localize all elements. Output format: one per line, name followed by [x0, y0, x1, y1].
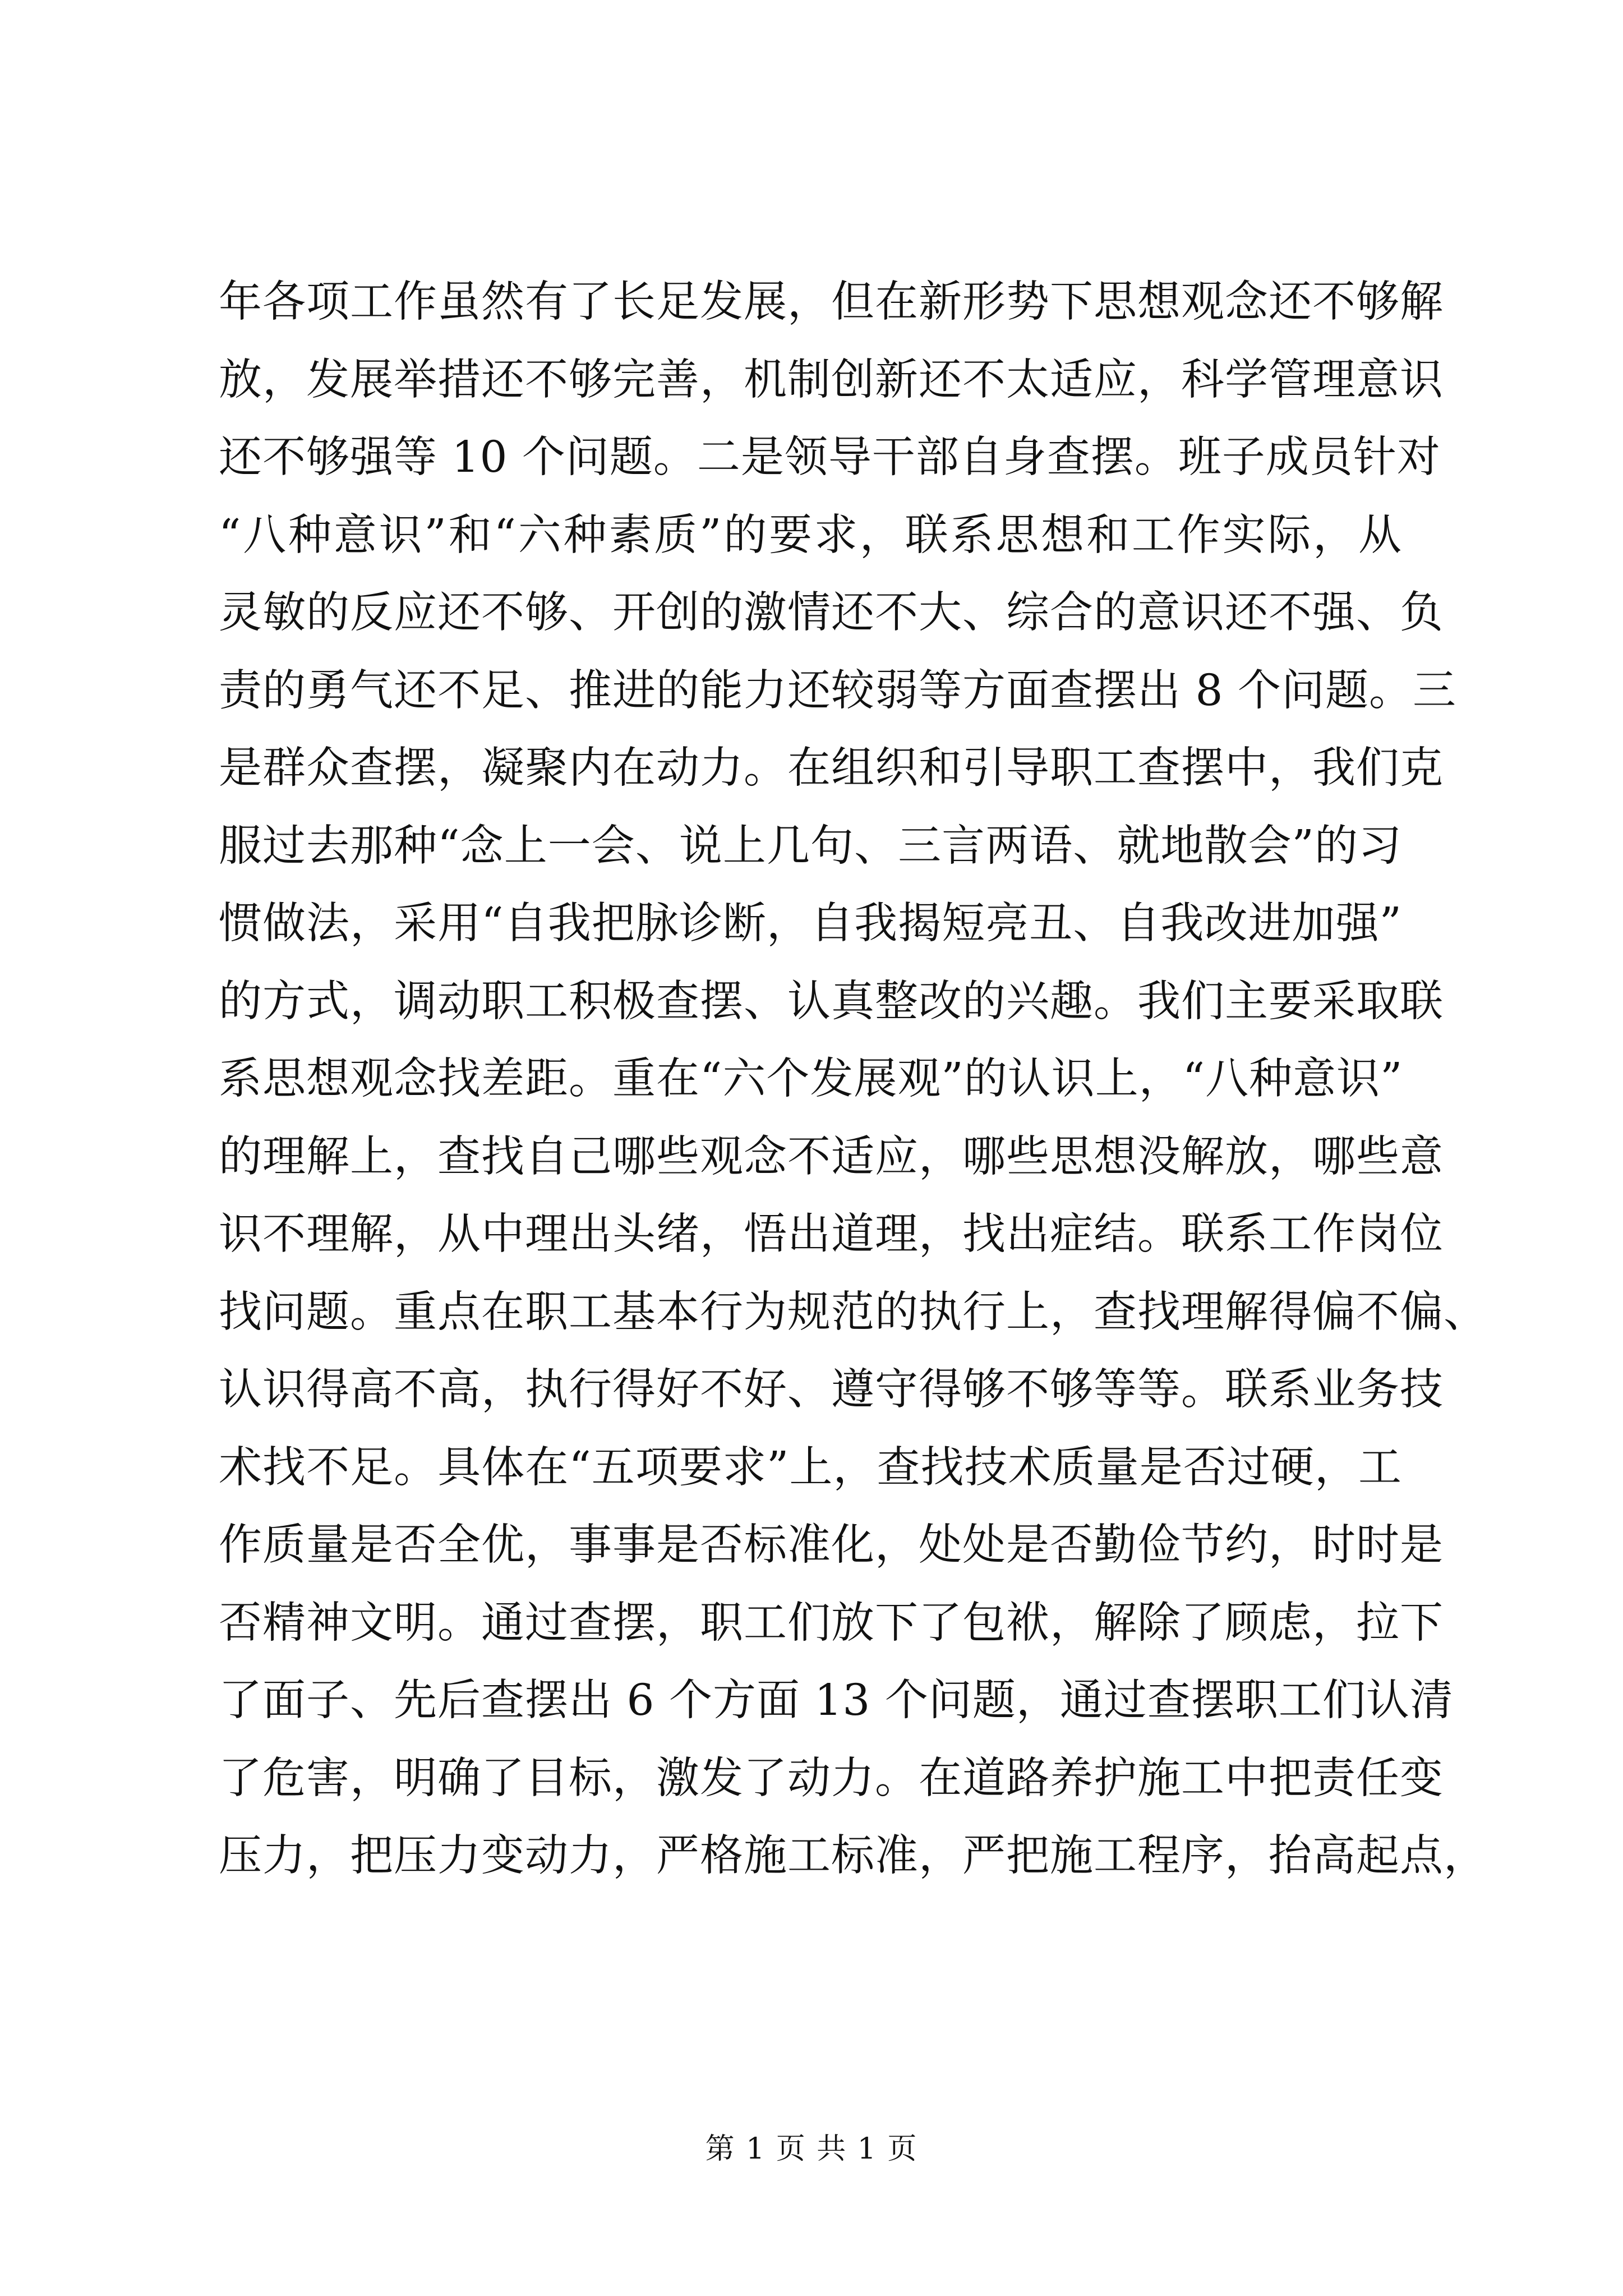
text-line-12: 的理解上，查找自己哪些观念不适应，哪些思想没解放，哪些意	[219, 1131, 1444, 1182]
text-line-7: 是群众查摆，凝聚内在动力。在组织和引导职工查摆中，我们克	[219, 743, 1444, 793]
page-footer	[0, 2125, 1623, 2167]
text-line-1: 年各项工作虽然有了长足发展，但在新形势下思想观念还不够解	[219, 277, 1444, 327]
text-line-4: “八种意识”和“六种素质”的要求，联系思想和工作实际，从	[219, 510, 1402, 560]
text-line-20: 了危害，明确了目标，激发了动力。在道路养护施工中把责任变	[219, 1753, 1444, 1803]
body-text	[219, 264, 1487, 1895]
page-number-label: 第 1 页 共 1 页	[705, 2132, 918, 2166]
text-line-13: 识不理解，从中理出头绪，悟出道理，找出症结。联系工作岗位	[219, 1209, 1444, 1259]
text-line-14: 找问题。重点在职工基本行为规范的执行上，查找理解得偏不偏、	[219, 1287, 1487, 1337]
text-line-8: 服过去那种“念上一会、说上几句、三言两语、就地散会”的习	[219, 821, 1402, 871]
text-line-19: 了面子、先后查摆出 6 个方面 13 个问题，通过查摆职工们认清	[219, 1676, 1454, 1726]
text-line-6: 责的勇气还不足、推进的能力还较弱等方面查摆出 8 个问题。三	[219, 665, 1456, 716]
text-line-9: 惯做法，采用“自我把脉诊断，自我揭短亮丑、自我改进加强”	[219, 899, 1402, 949]
text-line-2: 放，发展举措还不够完善，机制创新还不太适应，科学管理意识	[219, 355, 1444, 405]
text-line-3: 还不够强等 10 个问题。二是领导干部自身查摆。班子成员针对	[219, 432, 1441, 482]
text-line-21: 压力，把压力变动力，严格施工标准，严把施工程序，抬高起点，	[219, 1831, 1487, 1881]
text-line-18: 否精神文明。通过查摆，职工们放下了包袱，解除了顾虑，拉下	[219, 1598, 1444, 1648]
text-line-10: 的方式，调动职工积极查摆、认真整改的兴趣。我们主要采取联	[219, 976, 1444, 1027]
text-line-16: 术找不足。具体在“五项要求”上，查找技术质量是否过硬，工	[219, 1442, 1402, 1493]
text-line-5: 灵敏的反应还不够、开创的激情还不大、综合的意识还不强、负	[219, 588, 1444, 638]
text-line-15: 认识得高不高，执行得好不好、遵守得够不够等等。联系业务技	[219, 1365, 1444, 1415]
text-line-11: 系思想观念找差距。重在“六个发展观”的认识上，“八种意识”	[219, 1054, 1403, 1104]
text-line-17: 作质量是否全优，事事是否标准化，处处是否勤俭节约，时时是	[219, 1520, 1444, 1570]
